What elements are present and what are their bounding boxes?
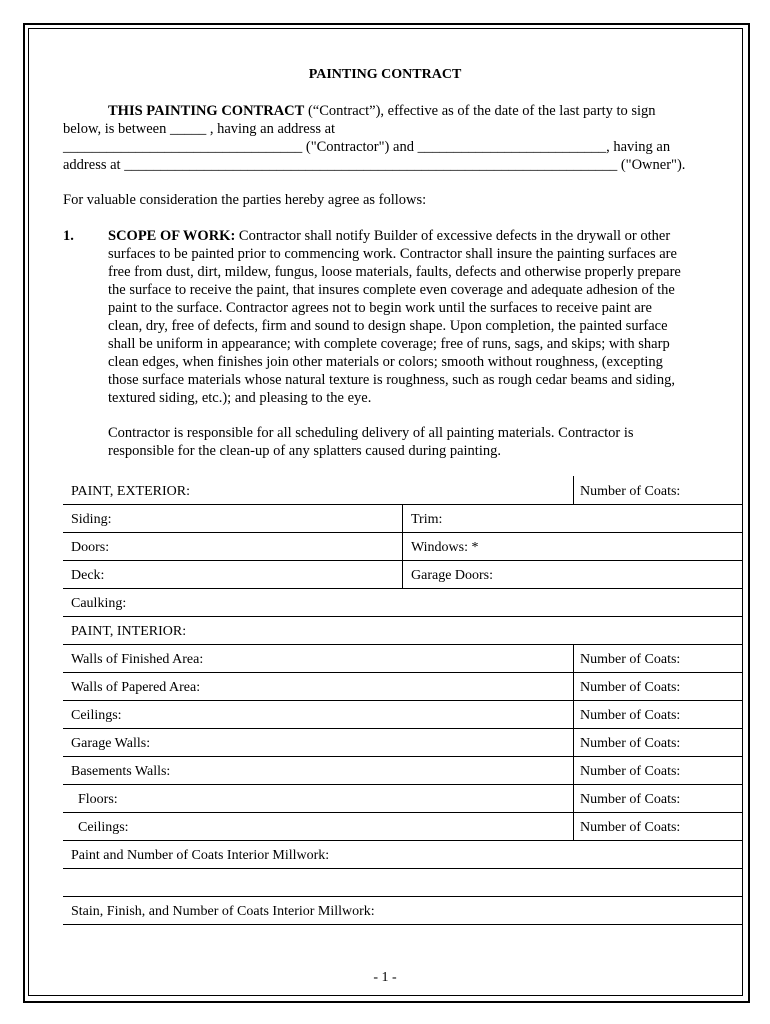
coats-label: Number of Coats: — [580, 792, 681, 807]
basements-walls-label: Basements Walls: — [71, 764, 171, 779]
section-1-heading: SCOPE OF WORK: — [108, 228, 236, 244]
table-row-exterior-header — [63, 476, 742, 505]
coats-label: Number of Coats: — [580, 708, 681, 723]
table-row — [63, 812, 742, 841]
exterior-coats-label: Number of Coats: — [580, 484, 681, 499]
column-divider — [573, 672, 574, 700]
table-row — [63, 700, 742, 729]
table-row-doors — [63, 532, 742, 561]
section-1-line-6: clean, dry, free of defects, firm and sound to design shape. Upon completion, the painted surface — [108, 318, 668, 334]
floors-label: Floors: — [71, 792, 118, 807]
column-divider — [573, 784, 574, 812]
table-row — [63, 756, 742, 785]
intro-line-3: _________________________________ ("Contractor") and __________________________, having an — [63, 139, 671, 155]
intro-line-1-rest: (“Contract”), effective as of the date of the last party to sign — [304, 103, 656, 119]
table-row-interior-header — [63, 616, 742, 645]
section-1-line-1 — [108, 227, 670, 245]
section-1-para2-line-2: responsible for the clean-up of any splatters caused during painting. — [108, 443, 501, 459]
table-row-millwork-stain — [63, 896, 742, 925]
page-number: - 1 - — [373, 970, 397, 985]
table-row-siding — [63, 504, 742, 533]
doors-label: Doors: — [71, 540, 110, 555]
coats-label: Number of Coats: — [580, 736, 681, 751]
table-row — [63, 728, 742, 757]
walls-papered-label: Walls of Papered Area: — [71, 680, 201, 695]
section-1-line-3: free from dust, dirt, mildew, fungus, loose materials, faults, defects and otherwise properly prepare — [108, 264, 681, 280]
ceilings-label: Ceilings: — [71, 708, 122, 723]
section-1-line-10: textured siding, etc.); and pleasing to the eye. — [108, 390, 372, 406]
table-row — [63, 672, 742, 701]
millwork-paint-label: Paint and Number of Coats Interior Millwork: — [71, 848, 330, 863]
interior-header-label: PAINT, INTERIOR: — [71, 624, 187, 639]
intro-lead-bold: THIS PAINTING CONTRACT — [108, 103, 305, 119]
section-1-line-9: those surface materials whose natural texture is roughness, such as rough cedar beams and siding, — [108, 372, 675, 388]
millwork-stain-label: Stain, Finish, and Number of Coats Interior Millwork: — [71, 904, 375, 919]
trim-label: Trim: — [411, 512, 443, 527]
column-divider — [573, 700, 574, 728]
consideration-text: For valuable consideration the parties hereby agree as follows: — [63, 192, 427, 208]
ceilings-2-label: Ceilings: — [71, 820, 129, 835]
table-row-deck — [63, 560, 742, 589]
column-divider — [573, 756, 574, 784]
section-1-text: Contractor shall notify Builder of excessive defects in the drywall or other — [235, 228, 671, 244]
coats-label: Number of Coats: — [580, 652, 681, 667]
intro-line-4: address at ____________________________________________________________________ ("Owner"). — [63, 157, 686, 173]
column-divider — [573, 644, 574, 672]
section-1-para2-line-1: Contractor is responsible for all scheduling delivery of all painting materials. Contractor is — [108, 425, 634, 441]
section-1-line-7: shall be uniform in appearance; with complete coverage; free of runs, sags, and skips; with sharp — [108, 336, 670, 352]
column-divider — [402, 532, 403, 560]
column-divider — [573, 812, 574, 840]
column-divider — [573, 476, 574, 504]
table-row — [63, 784, 742, 813]
exterior-header-label: PAINT, EXTERIOR: — [71, 484, 190, 499]
siding-label: Siding: — [71, 512, 112, 527]
garage-walls-label: Garage Walls: — [71, 736, 151, 751]
intro-line-1 — [108, 102, 656, 120]
deck-label: Deck: — [71, 568, 105, 583]
section-1-line-5: paint to the surface. Contractor agrees not to begin work until the surfaces to receive paint are — [108, 300, 652, 316]
table-row-blank — [63, 868, 742, 897]
coats-label: Number of Coats: — [580, 820, 681, 835]
coats-label: Number of Coats: — [580, 680, 681, 695]
table-row-millwork-paint — [63, 840, 742, 869]
section-1-number: 1. — [63, 228, 74, 244]
document-title: PAINTING CONTRACT — [308, 67, 462, 82]
table-row — [63, 644, 742, 673]
section-1-line-4: the surface to receive the paint, that insures complete even coverage and adequate adhesion of the — [108, 282, 675, 298]
column-divider — [402, 560, 403, 588]
garage-doors-label: Garage Doors: — [411, 568, 494, 583]
section-1-line-2: surfaces to be painted prior to commencing work. Contractor shall insure the painting surfaces are — [108, 246, 677, 262]
intro-line-2: below, is between _____ , having an address at — [63, 121, 336, 137]
windows-label: Windows: * — [411, 540, 479, 555]
table-row-caulking — [63, 588, 742, 617]
section-1-line-8: clean edges, when finishes join other materials or colors; smooth without roughness, (excepting — [108, 354, 663, 370]
walls-finished-label: Walls of Finished Area: — [71, 652, 204, 667]
column-divider — [573, 728, 574, 756]
caulking-label: Caulking: — [71, 596, 127, 611]
column-divider — [402, 504, 403, 532]
coats-label: Number of Coats: — [580, 764, 681, 779]
